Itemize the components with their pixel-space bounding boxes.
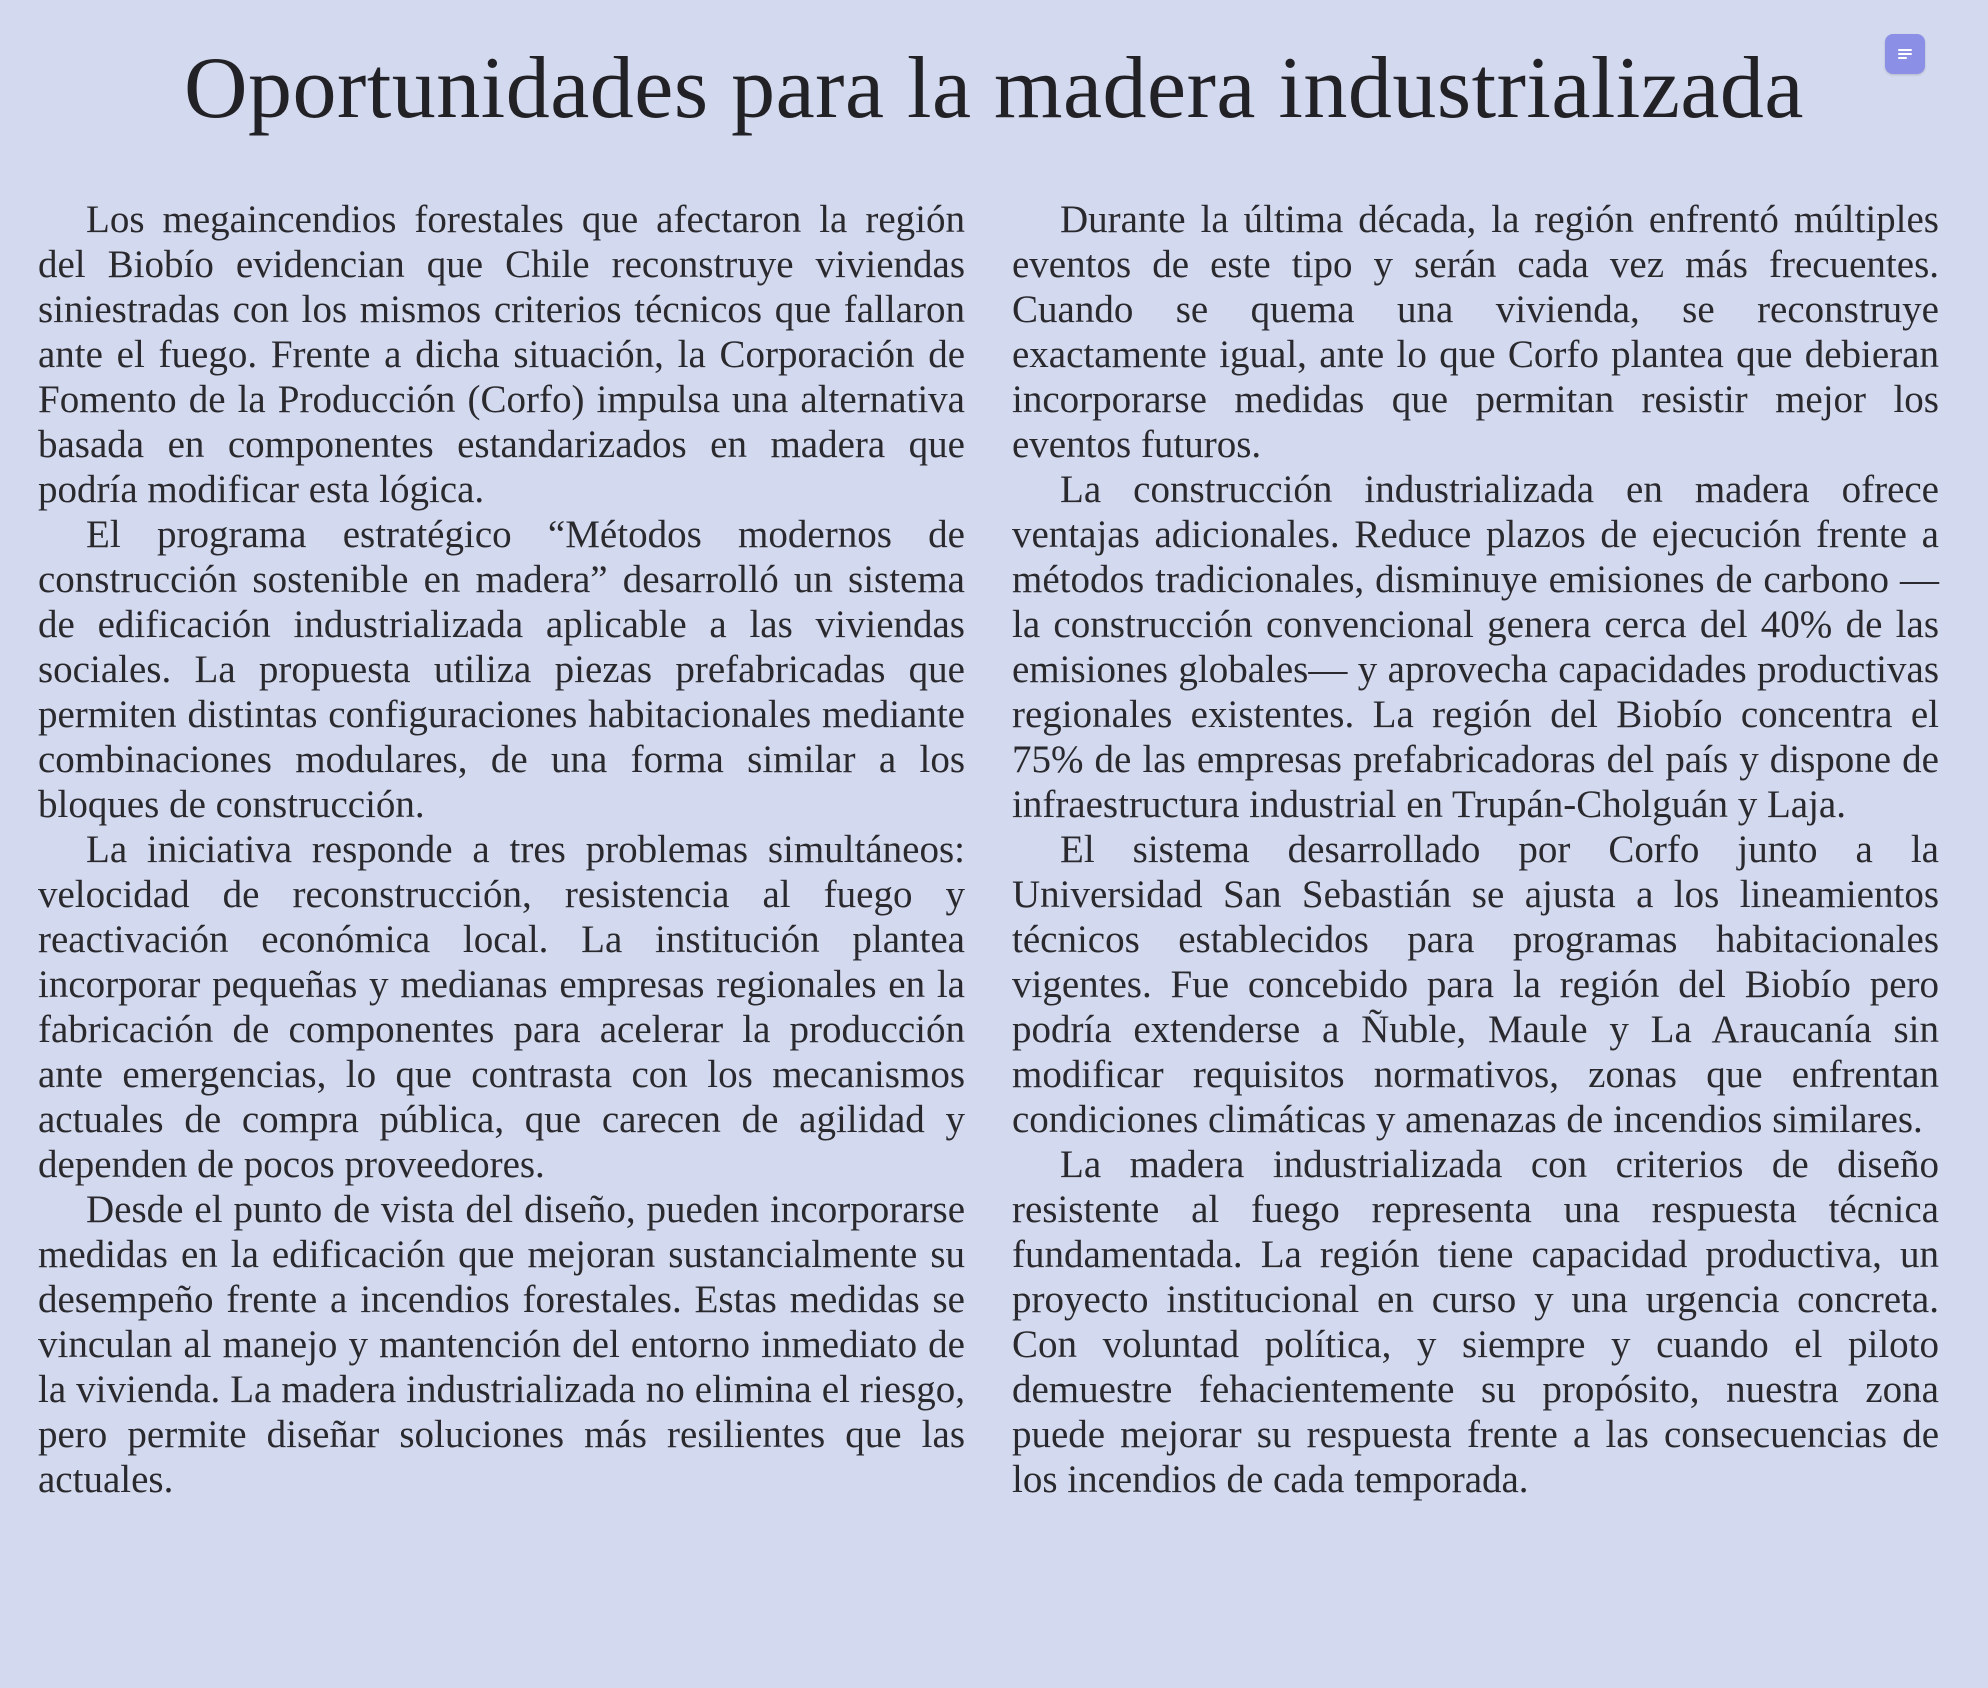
left-column [38, 197, 965, 1502]
paragraph: El sistema desarrollado por Corfo junto a la Universidad San Sebastián se ajusta a los lineamientos técnicos establecidos para programas habitacionales vigentes. Fue concebido para la región del Biobío pero podría extenderse a Ñuble, Maule y La Araucanía sin modificar requisitos normativos, zonas que enfrentan condiciones climáticas y amenazas de incendios similares. [1012, 828, 1939, 1141]
paragraph: Los megaincendios forestales que afectaron la región del Biobío evidencian que Chile reconstruye viviendas siniestradas con los mismos criterios técnicos que fallaron ante el fuego. Frente a dicha situación, la Corporación de Fomento de la Producción (Corfo) impulsa una alternativa basada en componentes estandarizados en madera que podría modificar esta lógica. [38, 198, 965, 511]
right-column [1012, 197, 1939, 1502]
lines-icon [1895, 44, 1915, 64]
note-icon[interactable] [1885, 34, 1925, 74]
paragraph: La madera industrializada con criterios de diseño resistente al fuego representa una respuesta técnica fundamentada. La región tiene capacidad productiva, un proyecto institucional en curso y una urgencia concreta. Con voluntad política, y siempre y cuando el piloto demuestre fehacientemente su propósito, nuestra zona puede mejorar su respuesta frente a las consecuencias de los incendios de cada temporada. [1012, 1143, 1939, 1501]
paragraph: El programa estratégico “Métodos modernos de construcción sostenible en madera” desarrolló un sistema de edificación industrializada aplicable a las viviendas sociales. La propuesta utiliza piezas prefabricadas que permiten distintas configuraciones habitacionales mediante combinaciones modulares, de una forma similar a los bloques de construcción. [38, 513, 965, 826]
paragraph: La iniciativa responde a tres problemas simultáneos: velocidad de reconstrucción, resistencia al fuego y reactivación económica local. La institución plantea incorporar pequeñas y medianas empresas regionales en la fabricación de componentes para acelerar la producción ante emergencias, lo que contrasta con los mecanismos actuales de compra pública, que carecen de agilidad y dependen de pocos proveedores. [38, 828, 965, 1186]
paragraph: Durante la última década, la región enfrentó múltiples eventos de este tipo y serán cada vez más frecuentes. Cuando se quema una vivienda, se reconstruye exactamente igual, ante lo que Corfo plantea que debieran incorporarse medidas que permitan resistir mejor los eventos futuros. [1012, 198, 1939, 466]
paragraph: Desde el punto de vista del diseño, pueden incorporarse medidas en la edificación que mejoran sustancialmente su desempeño frente a incendios forestales. Estas medidas se vinculan al manejo y mantención del entorno inmediato de la vivienda. La madera industrializada no elimina el riesgo, pero permite diseñar soluciones más resilientes que las actuales. [38, 1188, 965, 1501]
article-title: Oportunidades para la madera industrializada [183, 40, 1804, 137]
paragraph: La construcción industrializada en madera ofrece ventajas adicionales. Reduce plazos de ejecución frente a métodos tradicionales, disminuye emisiones de carbono —la construcción convencional genera cerca del 40% de las emisiones globales— y aprovecha capacidades productivas regionales existentes. La región del Biobío concentra el 75% de las empresas prefabricadoras del país y dispone de infraestructura industrial en Trupán-Cholguán y Laja. [1012, 468, 1939, 826]
